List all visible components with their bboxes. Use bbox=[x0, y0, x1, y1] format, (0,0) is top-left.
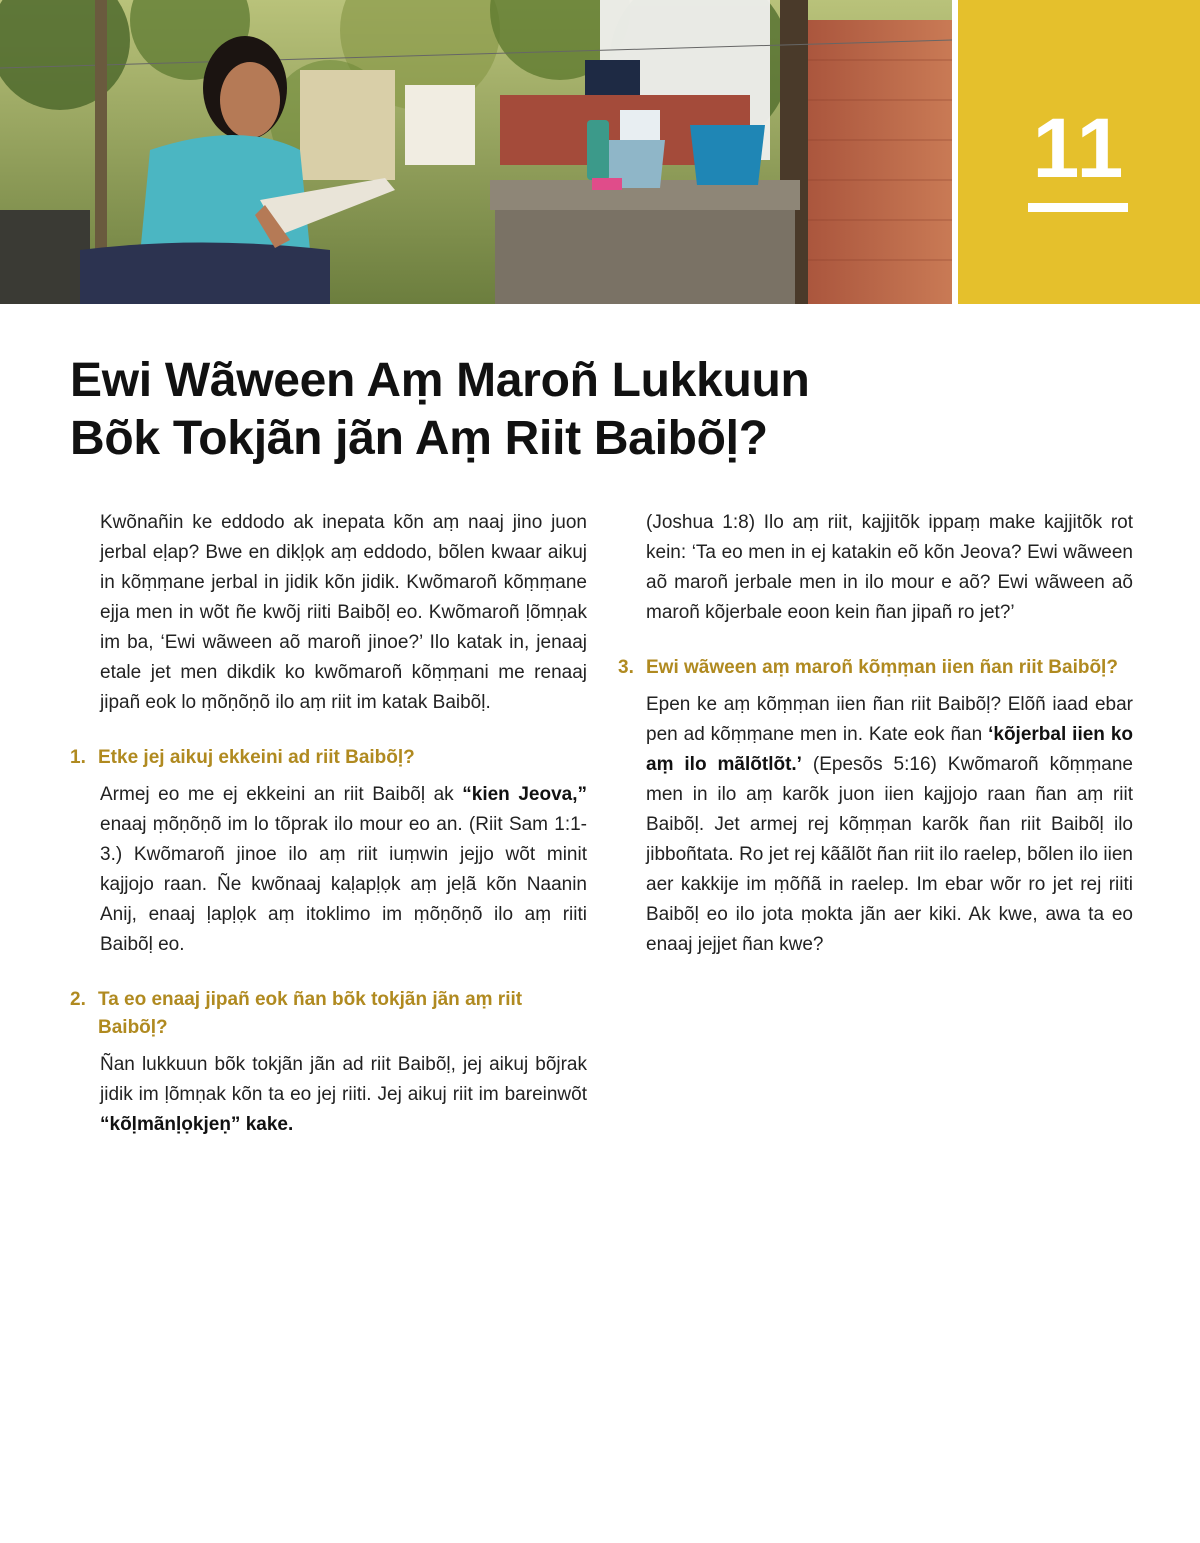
answer-2-text-a: Ñan lukkuun bõk tokjãn jãn ad riit Baibõḷ, jej aikuj bõjrak jidik im ḷõmṇak kõn ta eo jej riiti. Jej aikuj riit im bareinwõt bbox=[100, 1054, 587, 1105]
page-title-line-1: Ewi Wãween Aṃ Maroñ Lukkuun bbox=[70, 354, 810, 407]
answer-2-paragraph bbox=[70, 1050, 587, 1140]
question-3-text: Ewi wãween aṃ maroñ kõṃṃan iien ñan riit Baibõḷ? bbox=[646, 657, 1118, 678]
answer-1-text-b: enaaj ṃõṇõṇõ im lo tõprak ilo mour eo an. (Riit Sam 1:1-3.) Kwõmaroñ jinoe ilo aṃ riit iuṃwin jejjo wõt minit kajjojo raan. Ñe kwõnaaj kaḷapḷọk aṃ jeḷã kõn Naanin Anij, enaaj ḷapḷọk aṃ itoklimo im ṃõṇõṇõ ilo aṃ riiti Baibõḷ eo. bbox=[100, 814, 587, 955]
question-1-text: Etke jej aikuj ekkeini ad riit Baibõḷ? bbox=[98, 747, 415, 768]
answer-2-continuation: (Joshua 1:8) Ilo aṃ riit, kajjitõk ippaṃ make kajjitõk rot kein: ‘Ta eo men in ej katakin eõ kõn Jeova? Ewi wãween aõ maroñ jerbale men in ilo mour e aõ? Ewi wãween aõ maroñ kõjerbale eoon kein ñan jipañ ro jet?’ bbox=[646, 512, 1133, 623]
lesson-number: 11 bbox=[1032, 101, 1126, 195]
lesson-number-underline bbox=[1028, 203, 1128, 212]
question-1-number: 1. bbox=[70, 747, 86, 768]
woman-reading-bible-photo bbox=[0, 0, 952, 304]
lesson-number-badge bbox=[958, 0, 1200, 304]
answer-1-text-a: Armej eo me ej ekkeini an riit Baibõḷ ak bbox=[100, 784, 463, 805]
answer-3-text-a: Epen ke aṃ kõṃṃan iien ñan riit Baibõḷ? Elõñ iaad ebar pen ad kõṃṃane men in. Kate eok ñan bbox=[646, 694, 1133, 745]
answer-3-paragraph bbox=[618, 690, 1133, 960]
question-3 bbox=[618, 654, 1133, 682]
left-column bbox=[70, 508, 587, 1140]
question-2-number: 2. bbox=[70, 989, 86, 1010]
answer-2-bold: “kõḷmãnḷọkjeṇ” kake. bbox=[100, 1114, 294, 1135]
answer-1-paragraph bbox=[70, 780, 587, 960]
question-2-text: Ta eo enaaj jipañ eok ñan bõk tokjãn jãn aṃ riit Baibõḷ? bbox=[98, 989, 523, 1038]
page-title bbox=[70, 352, 930, 468]
question-2 bbox=[70, 986, 587, 1042]
intro-paragraph: Kwõnañin ke eddodo ak inepata kõn aṃ naaj jino juon jerbal eḷap? Bwe en dikḷọk aṃ eddodo, bõlen kwaar aikuj in kõṃṃane jerbal in jidik kõn jidik. Kwõmaroñ kõṃṃane ejja men in wõt ñe kwõj riiti Baibõḷ eo. Kwõmaroñ ḷõmṇak im ba, ‘Ewi wãween aõ maroñ jinoe?’ Ilo katak in, jenaaj etale jet men dikdik ko kwõmaroñ kõṃṃani me renaaj jipañ eok lo ṃõṇõṇõ ilo aṃ riit im katak Baibõḷ. bbox=[100, 512, 587, 713]
answer-1-bold: “kien Jeova,” bbox=[462, 784, 587, 805]
right-column bbox=[618, 508, 1133, 960]
page-title-line-2: Bõk Tokjãn jãn Aṃ Riit Baibõḷ? bbox=[70, 412, 768, 465]
answer-3-text-b: (Epesõs 5:16) Kwõmaroñ kõṃṃane men in ilo aṃ karõk juon iien kajjojo raan ñan aṃ riit Baibõḷ. Jet armej rej kõṃṃan karõk ñan riit Baibõḷ ilo jibboñtata. Ro jet rej kããlõt ñan riit ilo raelep, bõlen ilo iien aer kakkije im ṃõñã in raelep. Im ebar wõr ro jet rej riiti Baibõḷ eo ilo jota ṃokta jãn aer kiki. Ak kwe, awa ta eo enaaj jejjet ñan kwe? bbox=[646, 754, 1133, 955]
answer-3-bold: ‘kõjerbal iien ko aṃ ilo mãlõtlõt.’ bbox=[646, 724, 1134, 775]
question-1 bbox=[70, 744, 587, 772]
header-photo bbox=[0, 0, 952, 304]
question-3-number: 3. bbox=[618, 657, 634, 678]
